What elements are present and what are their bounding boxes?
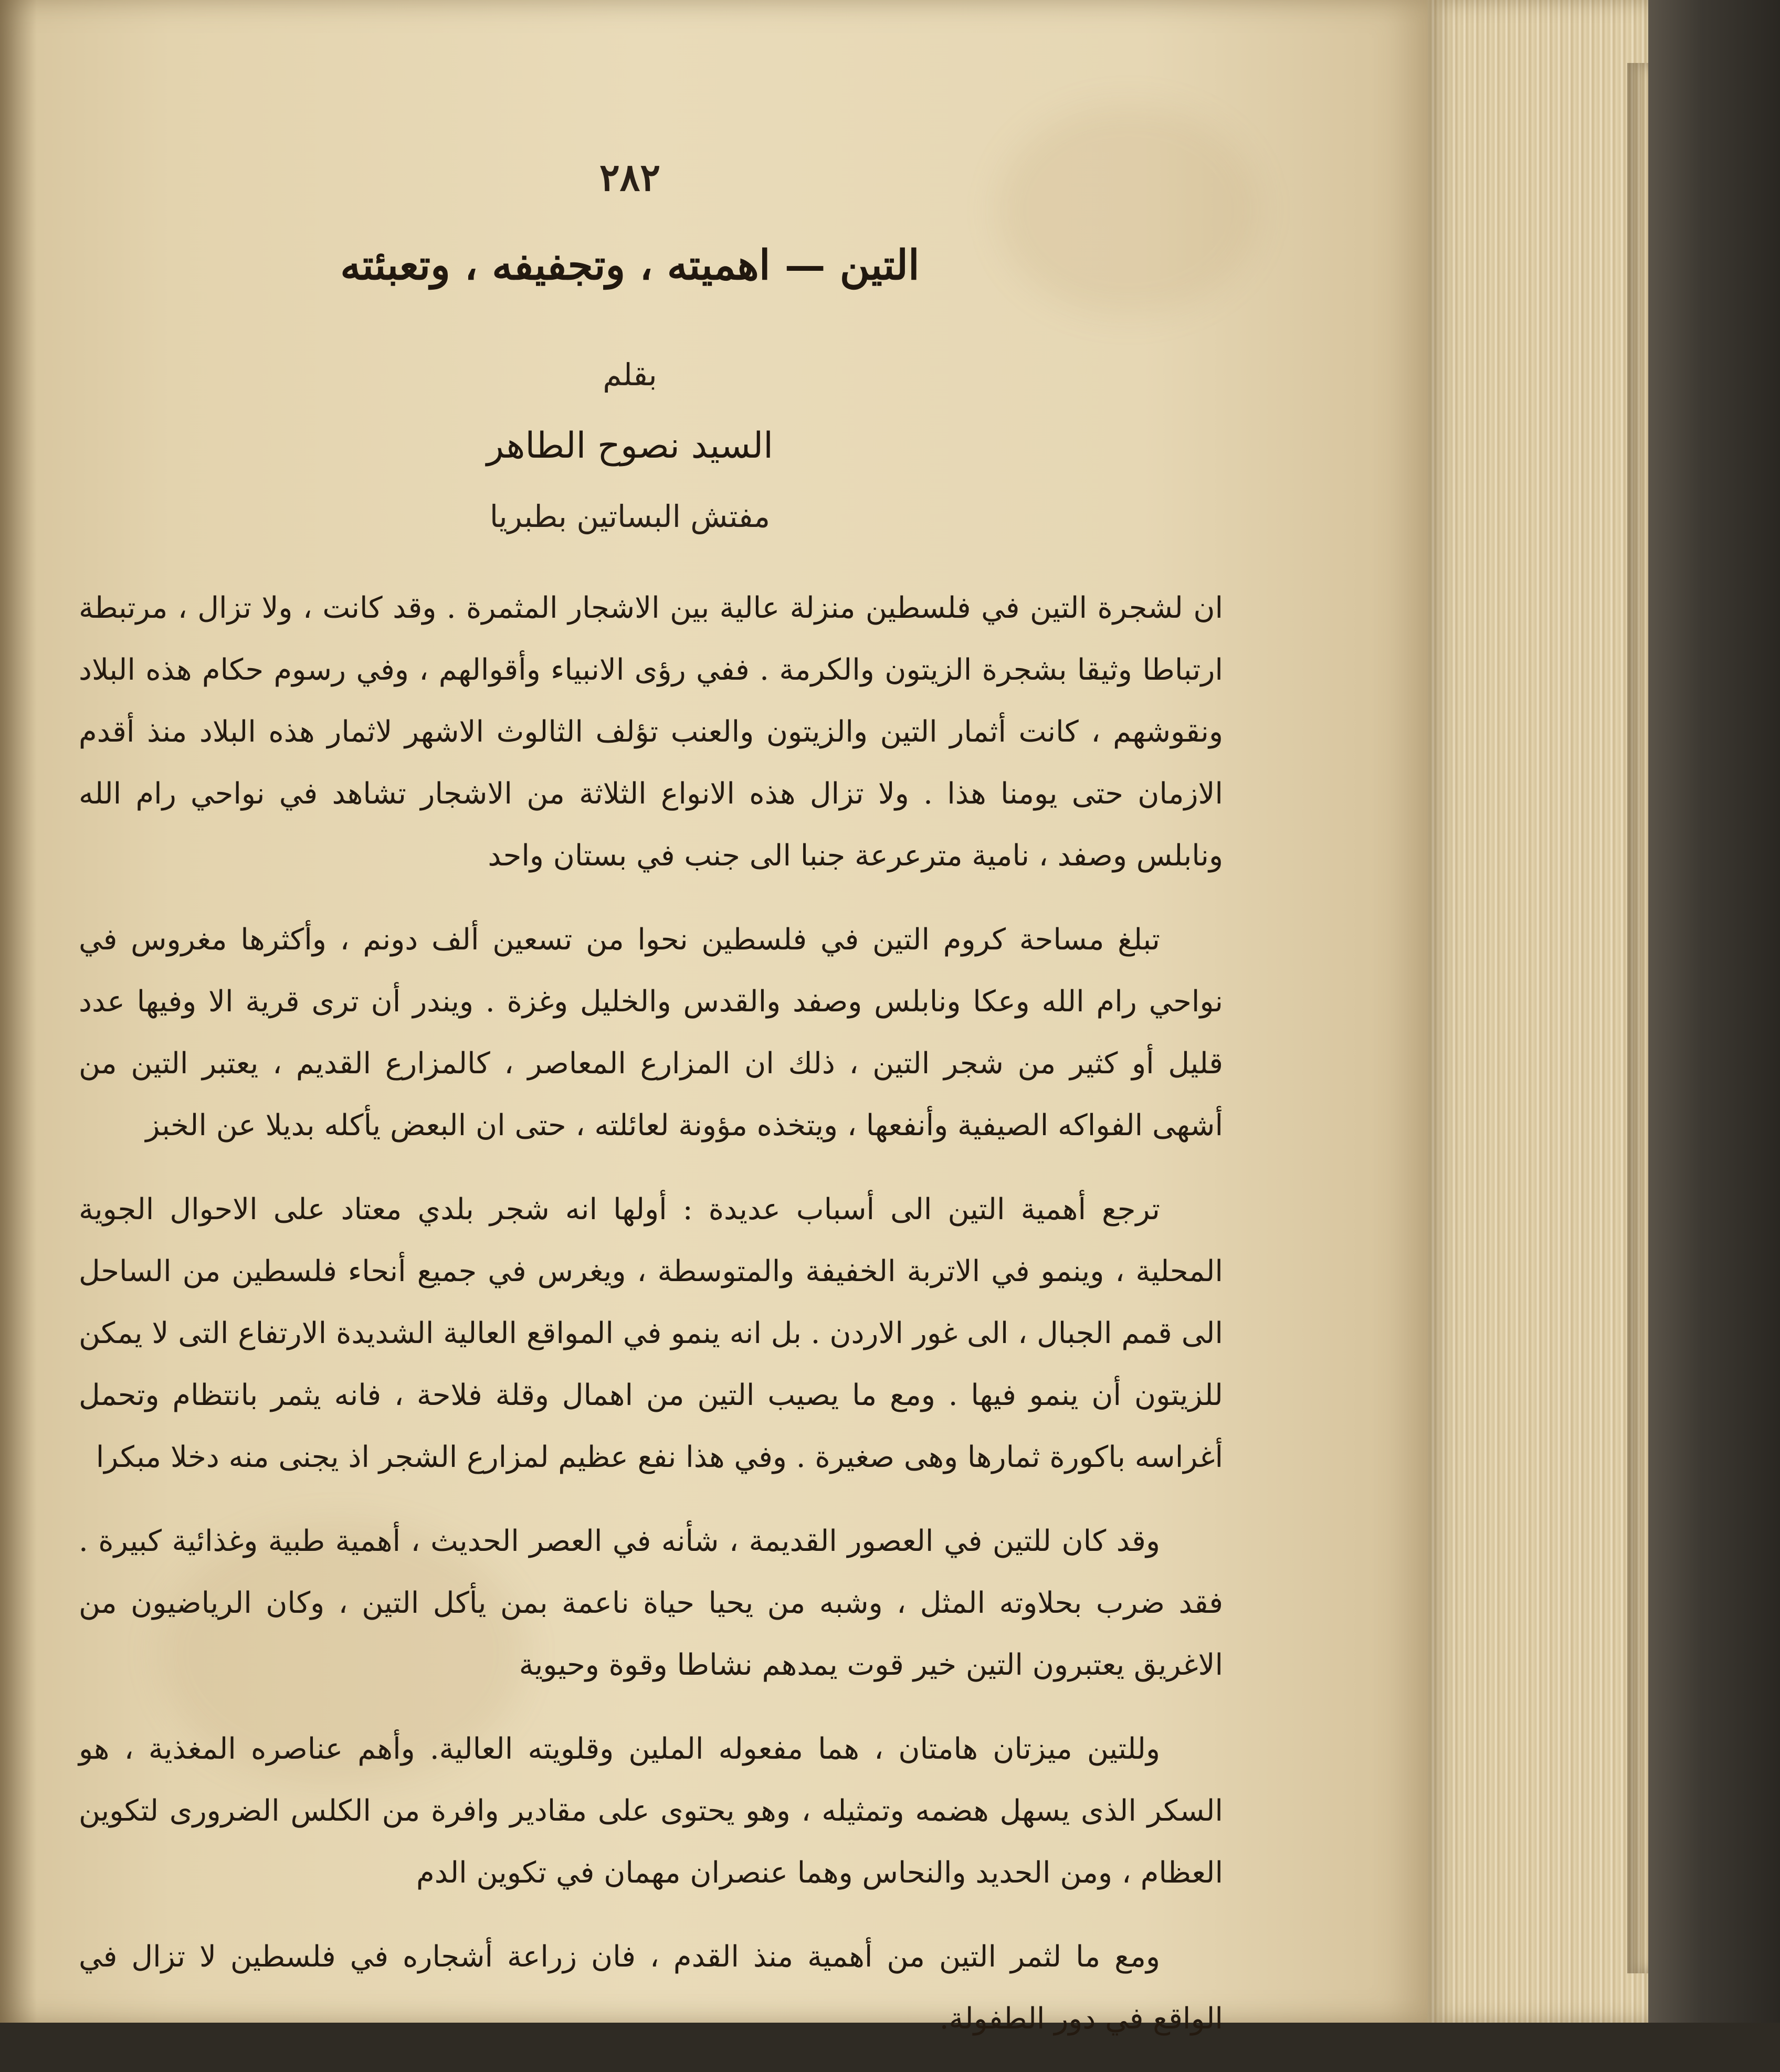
paragraph: ومع ما لثمر التين من أهمية منذ القدم ، فان زراعة أشجاره في فلسطين لا تزال في الواقع في دور الطفولة. [79,1940,1223,2036]
byline-label: بقلم [603,357,657,393]
paper-stain [997,105,1260,315]
page-number: ٢٨٢ [599,155,660,199]
article-title: التين — اهميته ، وتجفيفه ، وتعبئته [340,241,920,289]
paragraph: تبلغ مساحة كروم التين في فلسطين نحوا من تسعين ألف دونم ، وأكثرها مغروس في نواحي رام الله وعكا ونابلس وصفد والقدس والخليل وغزة . ويندر أن ترى قرية الا وفيها عدد قليل أو كثير من شجر التين ، ذلك ان المزارع المعاصر ، كالمزارع القديم ، يعتبر التين من أشهى الفواكه الصيفية وأنفعها ، ويتخذه مؤونة لعائلته ، حتى ان البعض يأكله بديلا عن الخبز [79,923,1223,1143]
author-role: مفتش البساتين بطبريا [489,499,771,534]
paragraph: وقد كان للتين في العصور القديمة ، شأنه في العصر الحديث ، أهمية طبية وغذائية كبيرة . فقد ضرب بحلاوته المثل ، وشبه من يحيا حياة ناعمة بمن يأكل التين ، وكان الرياضيون من الاغريق يعتبرون التين خير قوت يمدهم نشاطا وقوة وحيوية [79,1524,1223,1682]
paragraph: ان لشجرة التين في فلسطين منزلة عالية بين الاشجار المثمرة . وقد كانت ، ولا تزال ، مرتبطة ارتباطا وثيقا بشجرة الزيتون والكرمة . ففي رؤى الانبياء وأقوالهم ، وفي رسوم حكام هذه البلاد ونقوشهم ، كانت أثمار التين والزيتون والعنب تؤلف الثالوث الاشهر لاثمار هذه البلاد منذ أقدم الازمان حتى يومنا هذا . ولا تزال هذه الانواع الثلاثة من الاشجار تشاهد في نواحي رام الله ونابلس وصفد ، نامية مترعرعة جنبا الى جنب في بستان واحد [79,591,1223,873]
author-name: السيد نصوح الطاهر [486,425,774,467]
paragraph: وللتين ميزتان هامتان ، هما مفعوله الملين وقلويته العالية. وأهم عناصره المغذية ، هو السكر الذى يسهل هضمه وتمثيله ، وهو يحتوى على مقادير وافرة من الكلس الضرورى لتكوين العظام ، ومن الحديد والنحاس وهما عنصران مهمان في تكوين الدم [79,1732,1223,1890]
gutter-shadow [0,0,37,2023]
paragraph: ترجع أهمية التين الى أسباب عديدة : أولها انه شجر بلدي معتاد على الاحوال الجوية المحلية ، وينمو في الاتربة الخفيفة والمتوسطة ، ويغرس في جميع أنحاء فلسطين من الساحل الى قمم الجبال ، الى غور الاردن . بل انه ينمو في المواقع العالية الشديدة الارتفاع التى لا يمكن للزيتون أن ينمو فيها . ومع ما يصيب التين من اهمال وقلة فلاحة ، فانه يثمر بانتظام وتحمل أغراسه باكورة ثمارها وهى صغيرة . وفي هذا نفع عظيم لمزارع الشجر اذ يجنى منه دخلا مبكرا [79,1192,1223,1474]
book-cover [1648,0,1780,2023]
article-body [79,577,1223,2072]
page-edges [1428,0,1648,2023]
